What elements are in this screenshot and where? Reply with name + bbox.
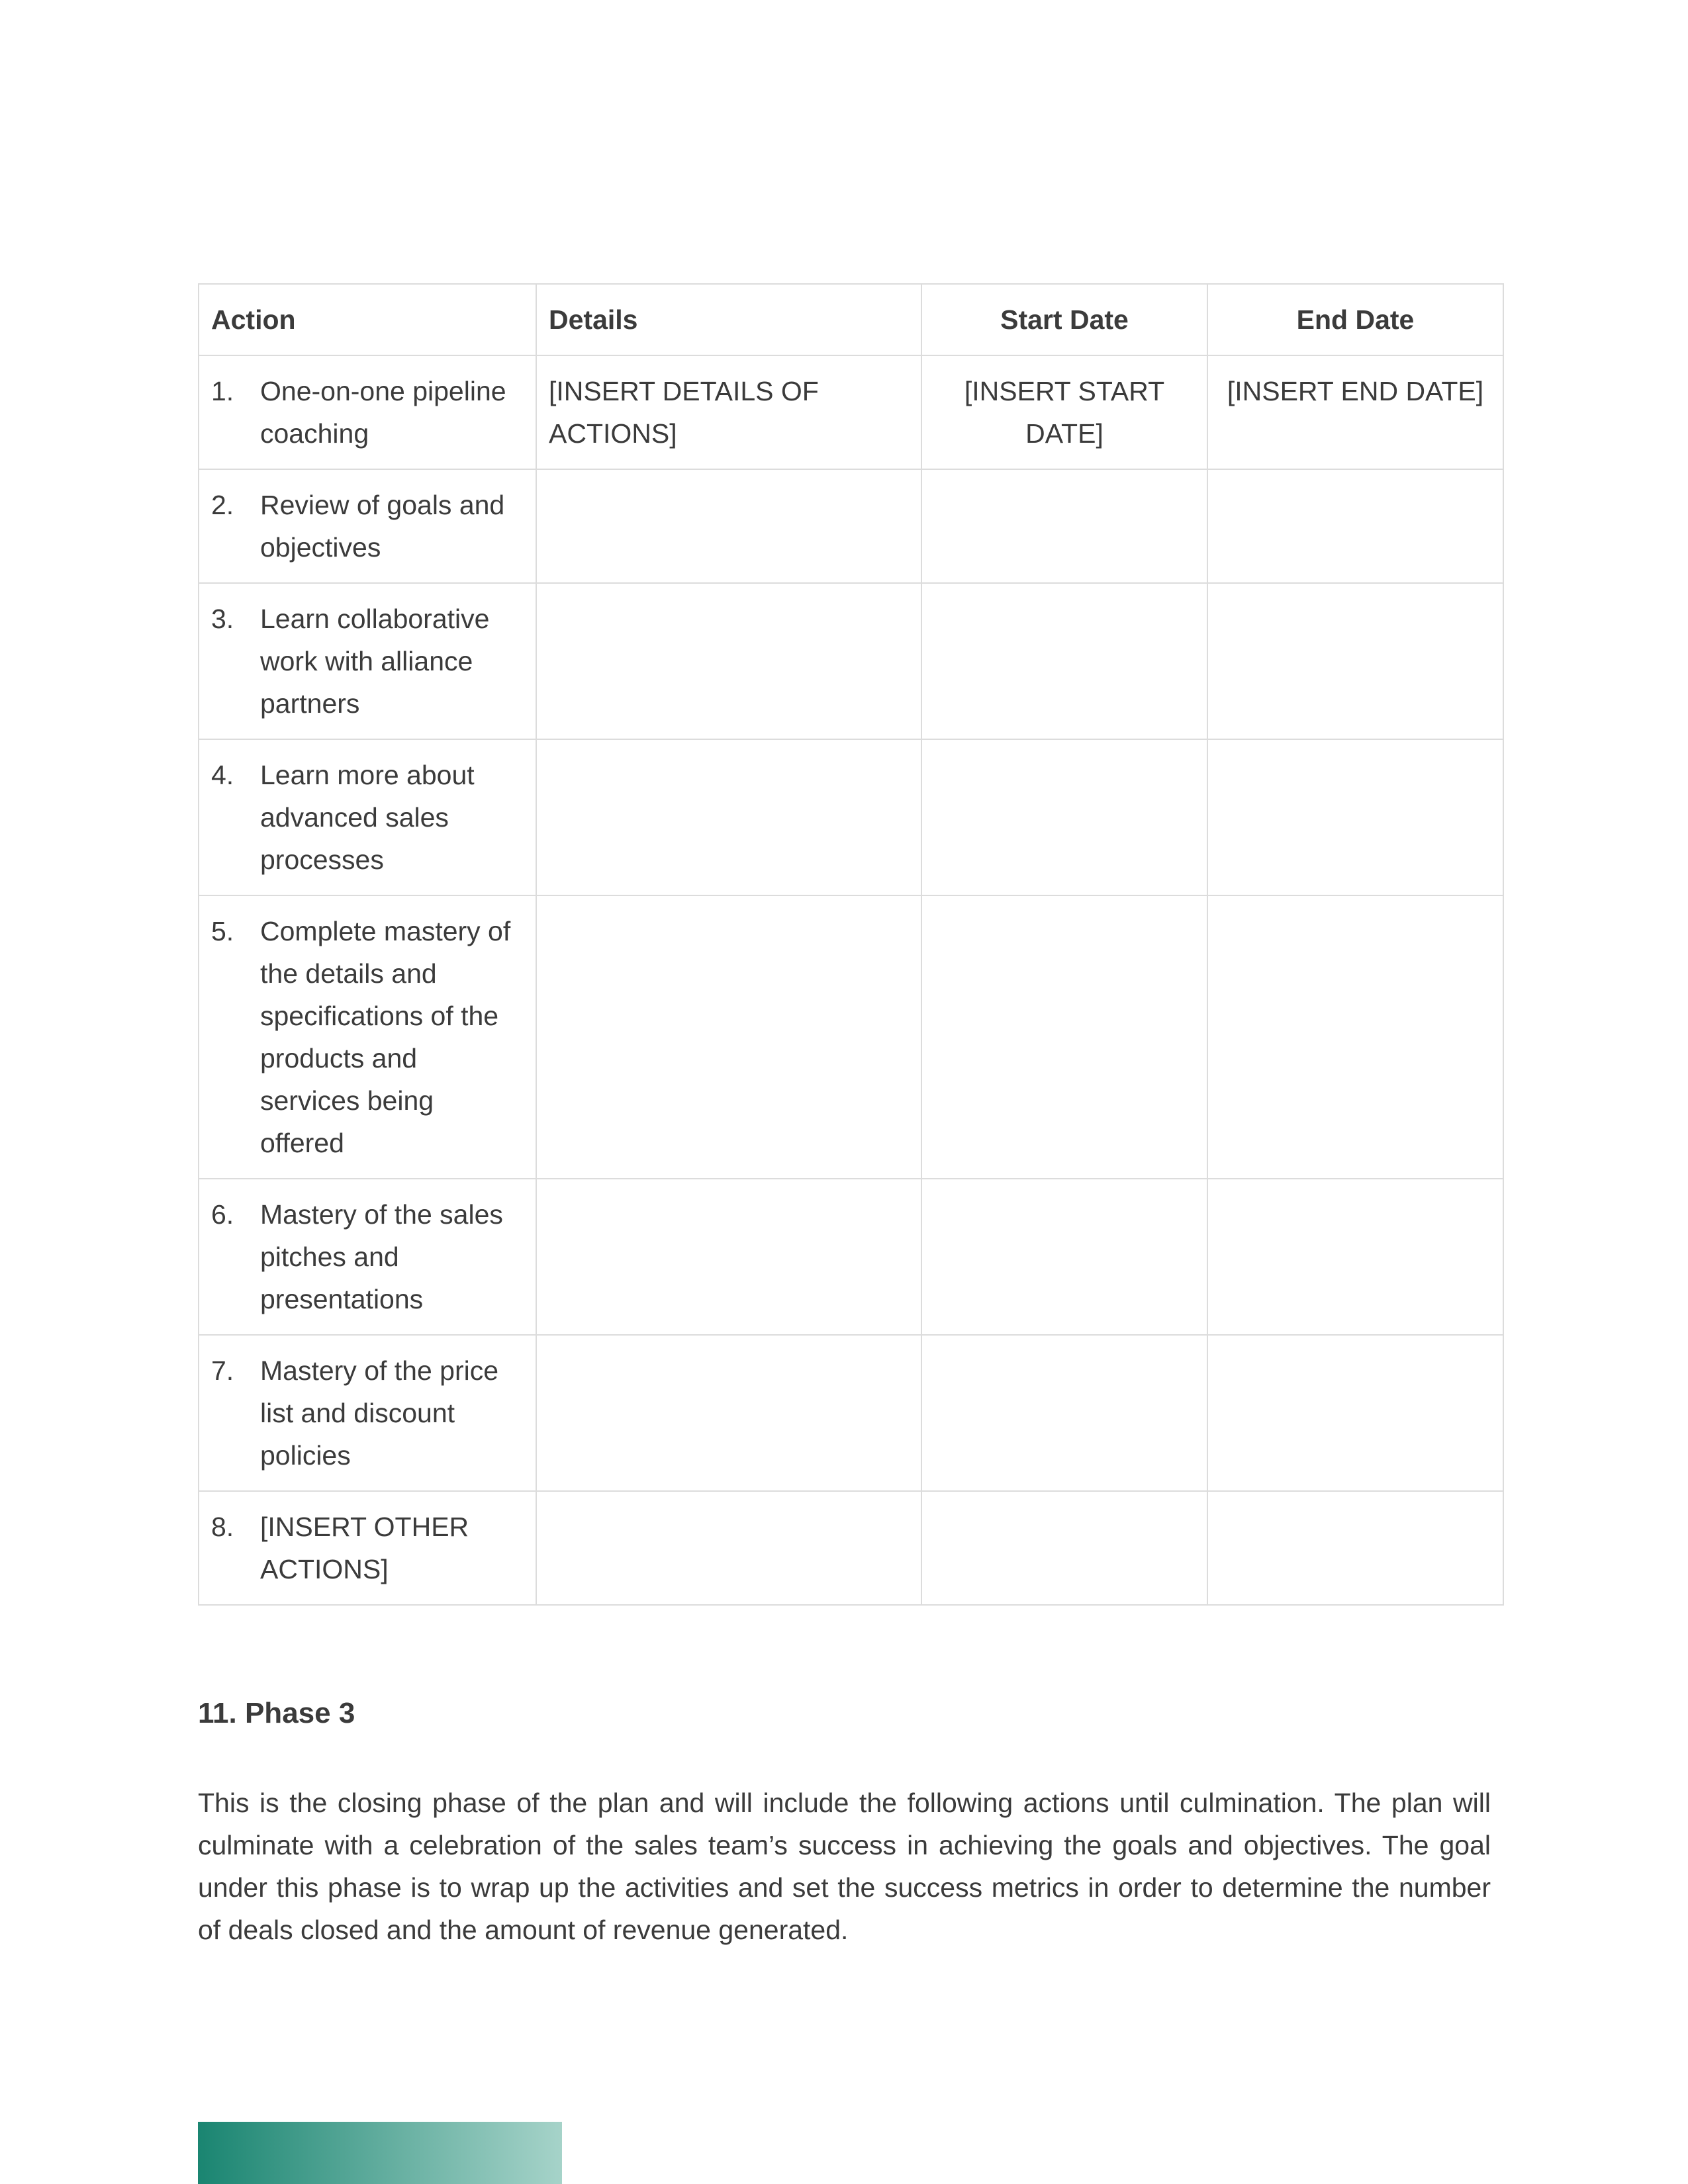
table-row	[199, 583, 1503, 739]
footer-accent-bar	[198, 2122, 562, 2184]
start-date-cell	[921, 583, 1207, 739]
section-heading: 11. Phase 3	[198, 1697, 355, 1729]
header-details: Details	[536, 284, 921, 355]
action-number: 1.	[211, 376, 234, 406]
action-cell	[199, 1179, 536, 1335]
action-text: [INSERT OTHER ACTIONS]	[260, 1512, 469, 1584]
action-text: Mastery of the sales pitches and presentations	[260, 1199, 503, 1314]
start-date-cell	[921, 1335, 1207, 1491]
action-text: One-on-one pipeline coaching	[260, 376, 506, 449]
action-cell	[199, 583, 536, 739]
table-header-row	[199, 284, 1503, 355]
table-row	[199, 1335, 1503, 1491]
action-cell	[199, 469, 536, 583]
action-text: Learn more about advanced sales processes	[260, 760, 475, 875]
action-cell	[199, 1491, 536, 1605]
action-cell	[199, 355, 536, 469]
table-row	[199, 1491, 1503, 1605]
action-text: Review of goals and objectives	[260, 490, 505, 563]
table-row	[199, 739, 1503, 895]
table-row	[199, 1179, 1503, 1335]
action-cell	[199, 1335, 536, 1491]
header-action: Action	[199, 284, 536, 355]
details-cell	[536, 1179, 921, 1335]
end-date-cell	[1207, 739, 1503, 895]
start-date-cell	[921, 895, 1207, 1179]
table-row	[199, 895, 1503, 1179]
action-number: 6.	[211, 1199, 234, 1230]
details-cell	[536, 1335, 921, 1491]
header-start-date: Start Date	[921, 284, 1207, 355]
end-date-cell	[1207, 1335, 1503, 1491]
start-date-cell	[921, 1179, 1207, 1335]
details-cell	[536, 1491, 921, 1605]
action-number: 3.	[211, 604, 234, 634]
details-cell	[536, 583, 921, 739]
start-date-cell	[921, 1491, 1207, 1605]
table-row	[199, 355, 1503, 469]
action-cell	[199, 895, 536, 1179]
action-text: Complete mastery of the details and specifications of the products and services being offered	[260, 916, 511, 1158]
section-paragraph: This is the closing phase of the plan and will include the following actions until culmination. The plan will culminate with a celebration of the sales team’s success in achieving the goals and objectives. The goal under this phase is to wrap up the activities and set the success metrics in order to determine the number of deals closed and the amount of revenue generated.	[198, 1788, 1491, 1945]
details-cell	[536, 739, 921, 895]
action-cell	[199, 739, 536, 895]
start-date-cell	[921, 739, 1207, 895]
table-row	[199, 469, 1503, 583]
end-date-cell	[1207, 469, 1503, 583]
header-end-date: End Date	[1207, 284, 1503, 355]
action-number: 4.	[211, 760, 234, 790]
start-date-cell	[921, 469, 1207, 583]
end-date-cell	[1207, 895, 1503, 1179]
end-date-cell	[1207, 583, 1503, 739]
action-number: 7.	[211, 1355, 234, 1386]
action-number: 2.	[211, 490, 234, 520]
end-date-cell: [INSERT END DATE]	[1207, 355, 1503, 469]
action-plan-table	[198, 283, 1504, 1606]
action-text: Learn collaborative work with alliance partners	[260, 604, 490, 719]
action-number: 8.	[211, 1512, 234, 1542]
action-text: Mastery of the price list and discount policies	[260, 1355, 499, 1471]
details-cell	[536, 895, 921, 1179]
end-date-cell	[1207, 1491, 1503, 1605]
action-number: 5.	[211, 916, 234, 946]
start-date-cell: [INSERT START DATE]	[921, 355, 1207, 469]
end-date-cell	[1207, 1179, 1503, 1335]
details-cell: [INSERT DETAILS OF ACTIONS]	[536, 355, 921, 469]
details-cell	[536, 469, 921, 583]
